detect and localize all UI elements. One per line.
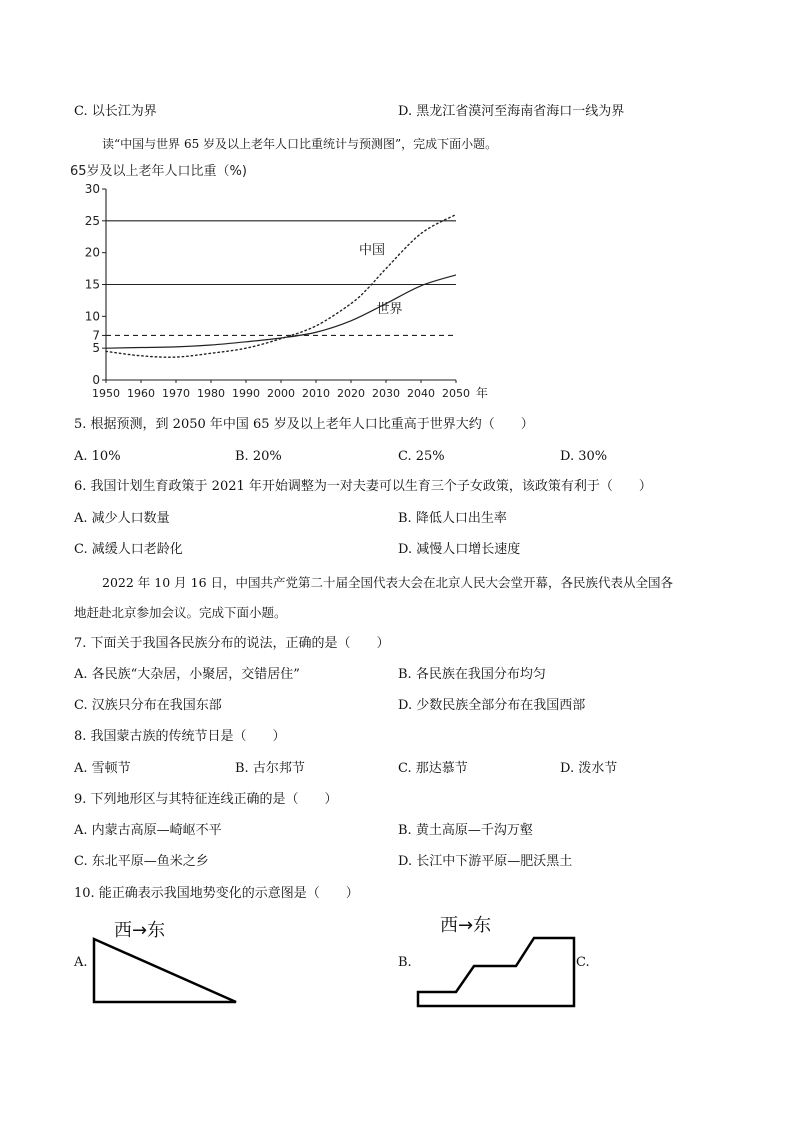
fig-a-direction: 西→东 [114,920,166,941]
x-axis-label: 年 [476,386,489,400]
x-tick-label-2040: 2040 [407,387,435,400]
q8-option-c: C. 那达慕节 [398,761,468,776]
q9-option-b: B. 黄土高原—千沟万壑 [398,823,533,838]
q7-option-d: D. 少数民族全部分布在我国西部 [398,698,586,713]
q10-option-a-label: A. [74,955,88,970]
x-tick-label-1990: 1990 [232,387,260,400]
q9-stem: 9. 下列地形区与其特征连线正确的是（ ） [74,792,338,807]
x-tick-label-2050: 2050 [442,387,470,400]
q5-option-c: C. 25% [398,449,445,464]
y-tick-label-20: 20 [84,245,100,260]
fig-b-terrain [414,934,580,1008]
q8-option-d: D. 泼水节 [560,761,618,776]
q10-option-c-label: C. [576,955,590,970]
q4-option-d: D. 黑龙江省漠河至海南省海口一线为界 [398,104,625,119]
q6-option-d: D. 减慢人口增长速度 [398,542,521,557]
q7-option-a: A. 各民族“大杂居，小聚居，交错居住” [74,667,300,682]
x-tick-label-2030: 2030 [372,387,400,400]
q6-option-a: A. 减少人口数量 [74,511,170,526]
fig-a-terrain [90,936,242,1006]
congress-intro-line1: 2022 年 10 月 16 日，中国共产党第二十届全国代表大会在北京人民大会堂开幕，各民族代表从全国各 [102,575,673,590]
q8-option-b: B. 古尔邦节 [235,761,305,776]
q5-option-b: B. 20% [235,449,282,464]
q7-option-b: B. 各民族在我国分布均匀 [398,667,546,682]
q6-stem: 6. 我国计划生育政策于 2021 年开始调整为一对夫妻可以生育三个子女政策，该政策有利于（ ） [74,479,652,494]
q10-stem: 10. 能正确表示我国地势变化的示意图是（ ） [74,886,359,901]
q5-stem: 5. 根据预测，到 2050 年中国 65 岁及以上老年人口比重高于世界大约（ ） [74,417,534,432]
congress-intro-line2: 地赶赴北京参加会议。完成下面小题。 [74,605,287,620]
y-tick-label-10: 10 [84,309,100,324]
x-tick-label-1950: 1950 [92,387,120,400]
q5-option-a: A. 10% [74,449,121,464]
y-tick-label-0: 0 [92,373,100,387]
x-tick-label-2010: 2010 [302,387,330,400]
q8-option-a: A. 雪顿节 [74,761,131,776]
x-tick-label-2020: 2020 [337,387,365,400]
aging-chart [0,180,520,400]
chart-intro: 读“中国与世界 65 岁及以上老年人口比重统计与预测图”，完成下面小题。 [102,137,498,151]
q7-option-c: C. 汉族只分布在我国东部 [74,698,222,713]
x-tick-label-2000: 2000 [267,387,295,400]
q10-option-b-label: B. [398,955,412,970]
series-label-world: 世界 [376,302,403,318]
q6-option-c: C. 减缓人口老龄化 [74,542,183,557]
chart-title: 65岁及以上老年人口比重（%) [70,164,247,179]
q9-option-d: D. 长江中下游平原—肥沃黑土 [398,854,573,869]
y-tick-label-25: 25 [84,213,100,228]
q5-option-d: D. 30% [560,449,608,464]
x-tick-label-1980: 1980 [197,387,225,400]
q9-option-a: A. 内蒙古高原—崎岖不平 [74,823,222,838]
q7-stem: 7. 下面关于我国各民族分布的说法，正确的是（ ） [74,636,390,651]
x-tick-label-1970: 1970 [162,387,190,400]
y-tick-label-30: 30 [84,182,100,196]
x-tick-label-1960: 1960 [127,387,155,400]
y-tick-label-5: 5 [92,341,100,356]
q8-stem: 8. 我国蒙古族的传统节日是（ ） [74,729,286,744]
series-line-world [106,275,456,348]
q9-option-c: C. 东北平原—鱼米之乡 [74,854,209,869]
series-label-china: 中国 [358,242,386,258]
q4-option-c: C. 以长江为界 [74,104,157,119]
y-tick-label-7: 7 [92,328,100,343]
q6-option-b: B. 降低人口出生率 [398,511,507,526]
y-tick-label-15: 15 [84,277,100,292]
fig-b-direction: 西→东 [440,915,492,936]
